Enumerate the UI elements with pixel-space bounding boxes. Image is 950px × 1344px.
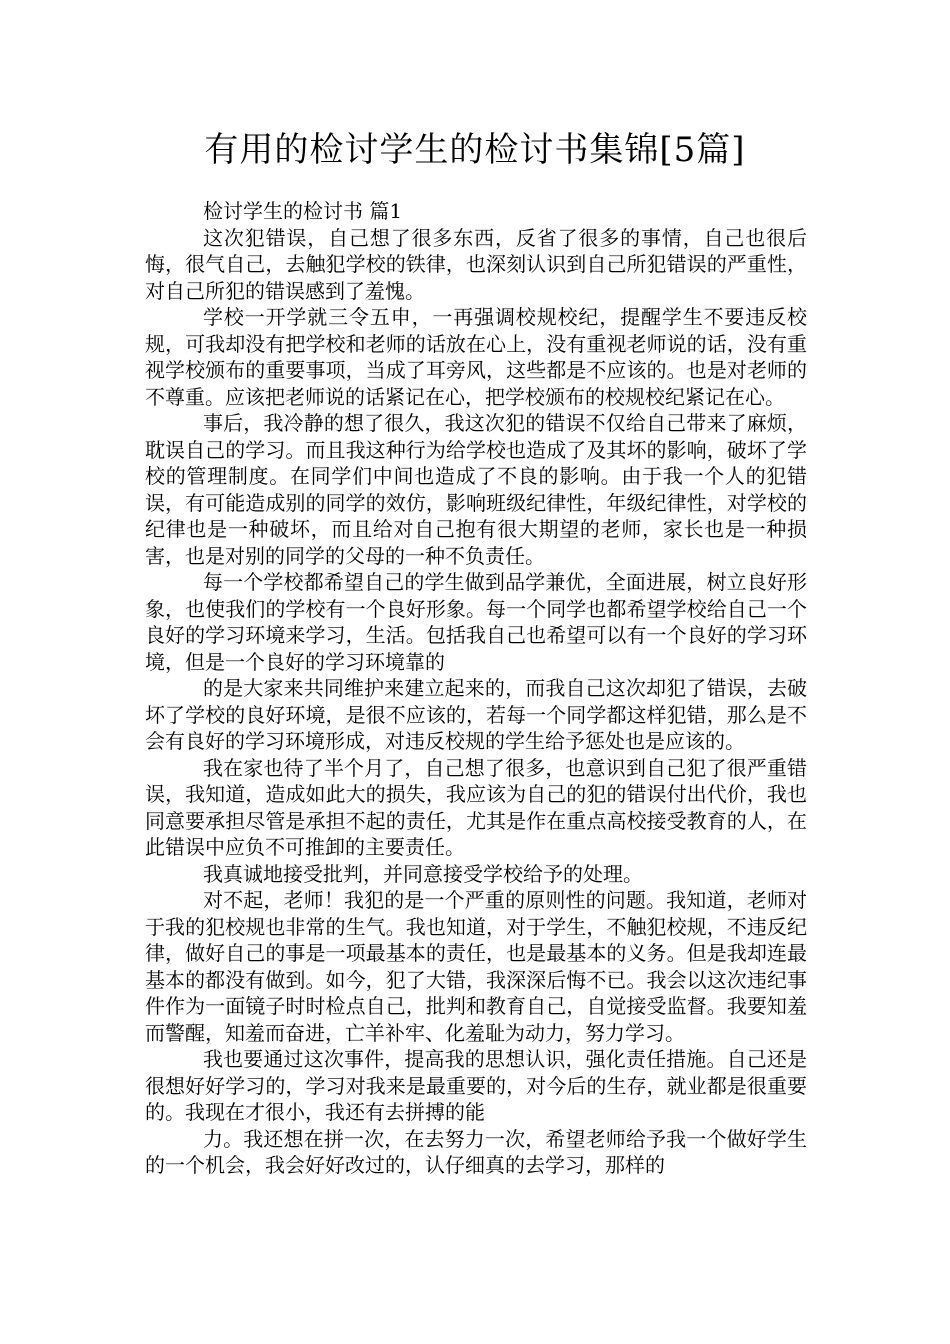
document-body bbox=[145, 198, 807, 1179]
paragraph-6: 我在家也待了半个月了，自己想了很多，也意识到自己犯了很严重错误，我知道，造成如此大的损失，我应该为自己的犯的错误付出代价，我也同意要承担尽管是承担不起的责任，尤其是作在重点高校接受教育的人，在此错误中应负不可推卸的主要责任。 bbox=[145, 755, 807, 859]
paragraph-7: 我真诚地接受批判，并同意接受学校给予的处理。 bbox=[203, 861, 643, 886]
paragraph-1: 这次犯错误，自己想了很多东西，反省了很多的事情，自己也很后悔，很气自己，去触犯学校的铁律，也深刻认识到自己所犯错误的严重性，对自己所犯的错误感到了羞愧。 bbox=[145, 225, 807, 303]
section-heading: 检讨学生的检讨书 篇1 bbox=[203, 199, 403, 223]
paragraph-10: 力。我还想在拼一次，在去努力一次，希望老师给予我一个做好学生的一个机会，我会好好改过的，认仔细真的去学习，那样的 bbox=[145, 1126, 807, 1177]
paragraph-4: 每一个学校都希望自己的学生做到品学兼优，全面进展，树立良好形象，也使我们的学校有一个良好形象。每一个同学也都希望学校给自己一个良好的学习环境来学习，生活。包括我自己也希望可以有一个良好的学习环境，但是一个良好的学习环境靠的 bbox=[145, 570, 807, 674]
document-title: 有用的检讨学生的检讨书集锦[5篇] bbox=[204, 130, 746, 170]
paragraph-2: 学校一开学就三令五申，一再强调校规校纪，提醒学生不要违反校规，可我却没有把学校和老师的话放在心上，没有重视老师说的话，没有重视学校颁布的重要事项，当成了耳旁风，这些都是不应该的。也是对老师的不尊重。应该把老师说的话紧记在心，把学校颁布的校规校纪紧记在心。 bbox=[145, 305, 807, 409]
paragraph-8: 对不起，老师！我犯的是一个严重的原则性的问题。我知道，老师对于我的犯校规也非常的生气。我也知道，对于学生，不触犯校规，不违反纪律，做好自己的事是一项最基本的责任，也是最基本的义务。但是我却连最基本的都没有做到。如今，犯了大错，我深深后悔不已。我会以这次违纪事件作为一面镜子时时检点自己，批判和教育自己，自觉接受监督。我要知羞而警醒，知羞而奋进，亡羊补牢、化羞耻为动力，努力学习。 bbox=[145, 888, 807, 1045]
paragraph-3: 事后，我冷静的想了很久，我这次犯的错误不仅给自己带来了麻烦，耽误自己的学习。而且我这种行为给学校也造成了及其坏的影响，破坏了学校的管理制度。在同学们中间也造成了不良的影响。由于我一个人的犯错误，有可能造成别的同学的效仿，影响班级纪律性，年级纪律性，对学校的纪律也是一种破坏，而且给对自己抱有很大期望的老师，家长也是一种损害，也是对别的同学的父母的一种不负责任。 bbox=[145, 411, 807, 568]
paragraph-9: 我也要通过这次事件，提高我的思想认识，强化责任措施。自己还是很想好好学习的，学习对我来是最重要的，对今后的生存，就业都是很重要的。我现在才很小，我还有去拼搏的能 bbox=[145, 1047, 807, 1124]
paragraph-5: 的是大家来共同维护来建立起来的，而我自己这次却犯了错误，去破坏了学校的良好环境，是很不应该的，若每一个同学都这样犯错，那么是不会有良好的学习环境形成，对违反校规的学生给予惩处也是应该的。 bbox=[145, 676, 807, 753]
